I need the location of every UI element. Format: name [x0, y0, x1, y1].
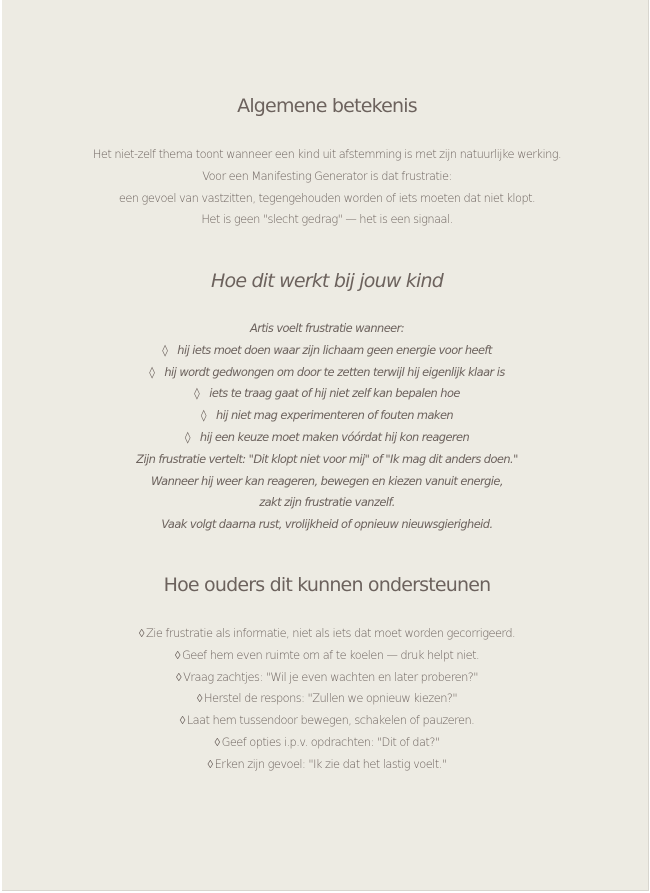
general-line: Het niet-zelf thema toont wanneer een kind uit afstemming is met zijn natuurlijke werking. [92, 147, 562, 161]
child-bullet-item [2, 340, 650, 362]
section-title-parents: Hoe ouders dit kunnen ondersteunen [163, 574, 491, 596]
section-title-general: Algemene betekenis [237, 95, 417, 117]
general-line: een gevoel van vastzitten, tegengehouden worden of iets moeten dat niet klopt. [118, 190, 536, 205]
diamond-bullet-icon: ◊ [149, 364, 155, 379]
diamond-bullet-icon: ◊ [194, 386, 200, 401]
general-paragraph [2, 144, 650, 231]
diamond-bullet-icon: ◊ [179, 713, 185, 728]
child-bullet-text: hij een keuze moet maken vóórdat hij kon reageren [199, 429, 470, 444]
diamond-bullet-icon: ◊ [162, 342, 168, 357]
parents-tip-text: Zie frustratie als informatie, niet als iets dat moet worden gecorrigeerd. [145, 626, 516, 640]
general-line: Het is geen "slecht gedrag" — het is een signaal. [201, 212, 453, 227]
parents-tip-text: Herstel de respons: "Zullen we opnieuw kiezen?" [204, 691, 458, 706]
parents-tip-item [2, 732, 650, 754]
child-intro: Artis voelt frustratie wanneer: [249, 321, 405, 335]
parents-tip-item [2, 623, 650, 645]
child-bullet-item [2, 427, 650, 449]
general-line: Voor een Manifesting Generator is dat frustratie: [202, 168, 452, 183]
parents-tip-text: Erken zijn gevoel: "Ik zie dat het lastig voelt." [214, 756, 447, 771]
parents-tip-item [2, 688, 650, 710]
diamond-bullet-icon: ◊ [184, 429, 190, 444]
child-bullet-item [2, 405, 650, 427]
diamond-bullet-icon: ◊ [138, 626, 144, 640]
child-bullet-text: hij iets moet doen waar zijn lichaam geen energie voor heeft [177, 342, 492, 357]
parents-tips-list [2, 623, 650, 776]
document-page [2, 0, 649, 891]
child-bullet-text: hij niet mag experimenteren of fouten maken [215, 408, 454, 423]
parents-tip-text: Laat hem tussendoor bewegen, schakelen of pauzeren. [186, 713, 475, 728]
diamond-bullet-icon: ◊ [214, 734, 220, 749]
diamond-bullet-icon: ◊ [200, 408, 206, 423]
parents-tip-text: Geef hem even ruimte om af te koelen — druk helpt niet. [181, 647, 480, 662]
child-closing-line: Vaak volgt daarna rust, vrolijkheid of opnieuw nieuwsgierigheid. [161, 517, 493, 532]
child-closing-line: Wanneer hij weer kan reageren, bewegen en kiezen vanuit energie, [151, 473, 503, 488]
parents-tip-item [2, 754, 650, 776]
child-bullet-item [2, 362, 650, 384]
parents-tip-item [2, 645, 650, 667]
child-closing-line: Zijn frustratie vertelt: "Dit klopt niet voor mij" of "Ik mag dit anders doen." [136, 451, 518, 466]
diamond-bullet-icon: ◊ [174, 647, 180, 662]
diamond-bullet-icon: ◊ [207, 756, 213, 771]
child-bullet-item [2, 383, 650, 405]
child-section-body [2, 318, 650, 536]
diamond-bullet-icon: ◊ [196, 691, 203, 706]
diamond-bullet-icon: ◊ [176, 669, 182, 684]
parents-tip-text: Geef opties i.p.v. opdrachten: "Dit of dat?" [221, 734, 440, 749]
child-bullet-text: iets te traag gaat of hij niet zelf kan bepalen hoe [209, 386, 460, 401]
parents-tip-item [2, 667, 650, 689]
child-closing-line: zakt zijn frustratie vanzelf. [259, 495, 395, 510]
child-bullet-text: hij wordt gedwongen om door te zetten terwijl hij eigenlijk klaar is [164, 364, 505, 379]
parents-tip-text: Vraag zachtjes: "Wil je even wachten en later proberen?" [183, 669, 478, 684]
parents-tip-item [2, 710, 650, 732]
section-title-child: Hoe dit werkt bij jouw kind [211, 270, 443, 292]
